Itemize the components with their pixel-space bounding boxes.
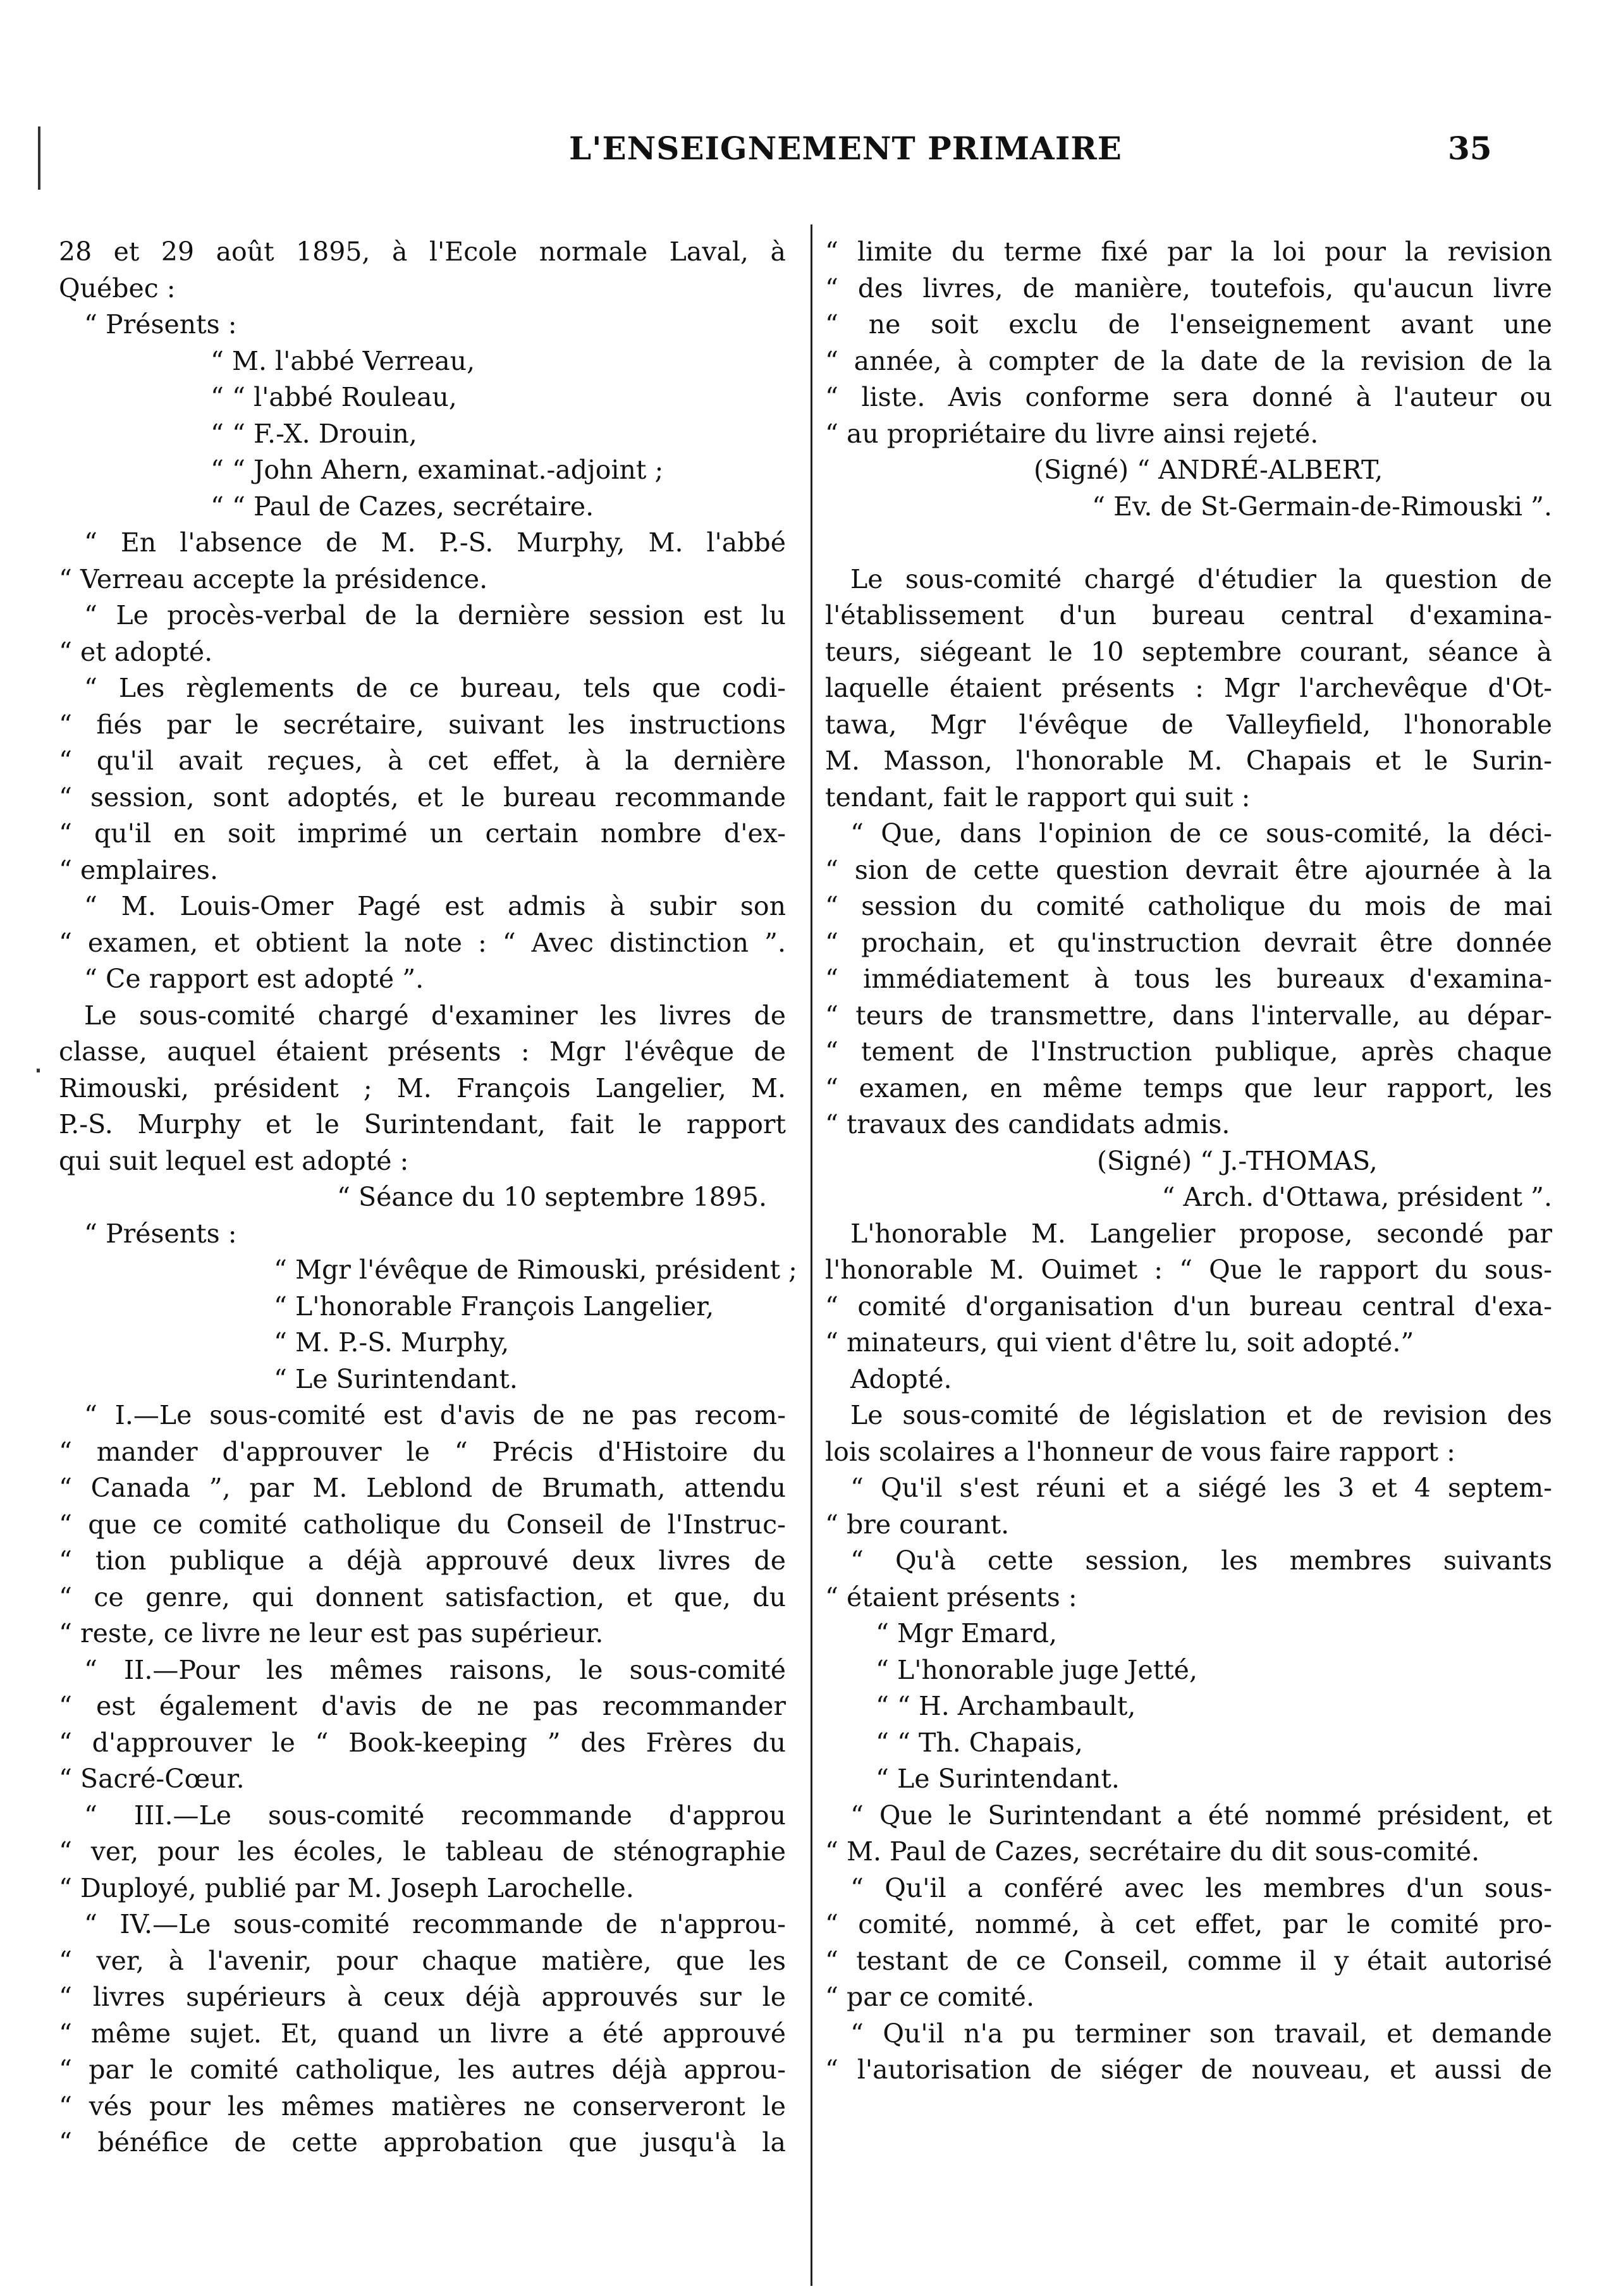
text-line: “ ce genre, qui donnent satisfaction, et que, du xyxy=(59,1581,786,1612)
text-line: “ par ce comité. xyxy=(825,1982,1034,2012)
text-line: “ ne soit exclu de l'enseignement avant une xyxy=(825,309,1552,340)
text-line: P.-S. Murphy et le Surintendant, fait le rapport xyxy=(59,1109,786,1139)
text-line: “ comité, nommé, à cet effet, par le comité pro- xyxy=(825,1909,1552,1939)
text-line: “ Sacré-Cœur. xyxy=(59,1764,245,1794)
text-line: “ livres supérieurs à ceux déjà approuvés sur le xyxy=(59,1982,786,2012)
text-line: Le sous-comité chargé d'examiner les livres de xyxy=(84,1000,786,1031)
text-line: “ emplaires. xyxy=(59,854,218,885)
text-line: “ M. Paul de Cazes, secrétaire du dit sous-comité. xyxy=(825,1836,1480,1867)
text-line: “ même sujet. Et, quand un livre a été approuvé xyxy=(59,2018,786,2049)
text-line: “ bre courant. xyxy=(825,1509,1010,1540)
text-line: “ Qu'à cette session, les membres suivants xyxy=(850,1545,1552,1576)
text-line: “ ver, à l'avenir, pour chaque matière, que les xyxy=(59,1945,786,1976)
text-line: “ bénéfice de cette approbation que jusqu'à la xyxy=(59,2127,786,2158)
text-line: “ session du comité catholique du mois de mai xyxy=(825,891,1552,921)
text-line: “ vés pour les mêmes matières ne conserveront le xyxy=(59,2090,786,2121)
text-line: (Signé) “ ANDRÉ-ALBERT, xyxy=(1034,455,1383,485)
text-line: tendant, fait le rapport qui suit : xyxy=(825,782,1251,813)
text-line: Le sous-comité de législation et de revision des xyxy=(850,1400,1552,1430)
text-line: “ IV.—Le sous-comité recommande de n'approu- xyxy=(84,1909,786,1939)
text-line: “ examen, et obtient la note : “ Avec distinction ”. xyxy=(59,927,786,958)
text-line: “ l'autorisation de siéger de nouveau, et aussi de xyxy=(825,2054,1552,2085)
text-line: “ “ John Ahern, examinat.-adjoint ; xyxy=(211,455,664,485)
text-line: “ L'honorable juge Jetté, xyxy=(876,1654,1197,1685)
text-line: “ par le comité catholique, les autres déjà approu- xyxy=(59,2054,786,2085)
text-line: “ I.—Le sous-comité est d'avis de ne pas recom- xyxy=(84,1400,786,1430)
text-line: tawa, Mgr l'évêque de Valleyfield, l'honorable xyxy=(825,709,1552,740)
text-line: “ sion de cette question devrait être ajournée à la xyxy=(825,854,1552,885)
text-line: “ ver, pour les écoles, le tableau de sténographie xyxy=(59,1836,786,1867)
text-line: “ prochain, et qu'instruction devrait être donnée xyxy=(825,927,1552,958)
text-line: (Signé) “ J.-THOMAS, xyxy=(1097,1145,1378,1176)
text-line: “ année, à compter de la date de la revision de la xyxy=(825,345,1552,376)
text-line: “ immédiatement à tous les bureaux d'examina- xyxy=(825,964,1552,994)
right-column xyxy=(825,234,1552,2089)
text-line: laquelle étaient présents : Mgr l'archevêque d'Ot- xyxy=(825,673,1552,703)
page-header xyxy=(0,130,1616,180)
text-line: “ Le Surintendant. xyxy=(876,1764,1120,1794)
text-line xyxy=(825,525,1552,562)
text-line: “ “ l'abbé Rouleau, xyxy=(211,382,457,412)
text-line: “ mander d'approuver le “ Précis d'Histoire du xyxy=(59,1436,786,1467)
text-line: “ teurs de transmettre, dans l'intervalle, au dépar- xyxy=(825,1000,1552,1031)
text-line: classe, auquel étaient présents : Mgr l'évêque de xyxy=(59,1036,786,1067)
text-line: l'honorable M. Ouimet : “ Que le rapport du sous- xyxy=(825,1255,1552,1285)
text-line: “ Duployé, publié par M. Joseph Larochelle. xyxy=(59,1872,634,1903)
running-title: L'ENSEIGNEMENT PRIMAIRE xyxy=(569,130,1122,167)
text-line: M. Masson, l'honorable M. Chapais et le Surin- xyxy=(825,746,1552,776)
text-line: L'honorable M. Langelier propose, secondé par xyxy=(850,1218,1552,1249)
text-line: “ “ Th. Chapais, xyxy=(876,1727,1083,1758)
left-column xyxy=(59,234,797,2161)
text-line: Adopté. xyxy=(850,1363,952,1394)
text-line: “ et adopté. xyxy=(59,636,213,667)
text-line: “ Ce rapport est adopté ”. xyxy=(84,964,424,994)
text-line: “ des livres, de manière, toutefois, qu'aucun livre xyxy=(825,273,1552,304)
text-line: “ limite du terme fixé par la loi pour la revision xyxy=(825,236,1552,267)
text-line: “ Que, dans l'opinion de ce sous-comité, la déci- xyxy=(850,818,1552,849)
margin-mark-top xyxy=(38,126,40,190)
text-line: “ qu'il en soit imprimé un certain nombre d'ex- xyxy=(59,818,786,849)
text-line: “ qu'il avait reçues, à cet effet, à la dernière xyxy=(59,746,786,776)
text-line: “ M. P.-S. Murphy, xyxy=(274,1327,510,1358)
text-line: “ examen, en même temps que leur rapport, les xyxy=(825,1072,1552,1103)
text-line: “ Verreau accepte la présidence. xyxy=(59,563,488,594)
text-line: “ Le Surintendant. xyxy=(274,1363,518,1394)
text-line: “ tement de l'Instruction publique, après chaque xyxy=(825,1036,1552,1067)
text-line: teurs, siégeant le 10 septembre courant, séance à xyxy=(825,636,1552,667)
text-line: “ fiés par le secrétaire, suivant les instructions xyxy=(59,709,786,740)
text-line: “ testant de ce Conseil, comme il y était autorisé xyxy=(825,1945,1552,1976)
text-line: “ que ce comité catholique du Conseil de l'Instruc- xyxy=(59,1509,786,1540)
text-line: “ Qu'il s'est réuni et a siégé les 3 et 4 septem- xyxy=(850,1473,1552,1503)
text-line: “ Que le Surintendant a été nommé président, et xyxy=(850,1800,1552,1831)
text-line: “ Présents : xyxy=(84,309,237,340)
text-line: “ tion publique a déjà approuvé deux livres de xyxy=(59,1545,786,1576)
text-line: “ Séance du 10 septembre 1895. xyxy=(337,1182,768,1212)
text-line: “ M. l'abbé Verreau, xyxy=(211,345,475,376)
text-line: “ comité d'organisation d'un bureau central d'exa- xyxy=(825,1291,1552,1322)
text-line: “ reste, ce livre ne leur est pas supérieur. xyxy=(59,1618,604,1648)
text-line: “ Mgr Emard, xyxy=(876,1618,1057,1648)
text-line: “ d'approuver le “ Book-keeping ” des Frères du xyxy=(59,1727,786,1758)
text-line: “ L'honorable François Langelier, xyxy=(274,1291,714,1322)
text-line: “ session, sont adoptés, et le bureau recommande xyxy=(59,782,786,813)
text-line: “ est également d'avis de ne pas recommander xyxy=(59,1691,786,1721)
text-line: “ En l'absence de M. P.-S. Murphy, M. l'abbé xyxy=(84,527,786,558)
text-line: “ travaux des candidats admis. xyxy=(825,1109,1230,1139)
text-line: qui suit lequel est adopté : xyxy=(59,1145,409,1176)
text-line: “ Les règlements de ce bureau, tels que codi- xyxy=(84,673,786,703)
page-number: 35 xyxy=(1448,130,1492,167)
text-line: “ Arch. d'Ottawa, président ”. xyxy=(1161,1182,1552,1212)
text-line: “ Le procès-verbal de la dernière session est lu xyxy=(84,600,786,630)
text-line: lois scolaires a l'honneur de vous faire rapport : xyxy=(825,1436,1455,1467)
text-line: “ “ F.-X. Drouin, xyxy=(211,418,417,449)
text-line: “ au propriétaire du livre ainsi rejeté. xyxy=(825,418,1319,449)
text-line: “ Présents : xyxy=(84,1218,237,1249)
text-line: “ Ev. de St-Germain-de-Rimouski ”. xyxy=(1092,491,1552,522)
text-line: Rimouski, président ; M. François Langelier, M. xyxy=(59,1072,786,1103)
text-line: “ Mgr l'évêque de Rimouski, président ; xyxy=(274,1255,797,1285)
text-line: “ “ H. Archambault, xyxy=(876,1691,1136,1721)
text-line: Le sous-comité chargé d'étudier la question de xyxy=(850,563,1552,594)
text-line: “ II.—Pour les mêmes raisons, le sous-comité xyxy=(84,1654,786,1685)
text-line: “ Qu'il a conféré avec les membres d'un sous- xyxy=(850,1872,1552,1903)
text-line: “ liste. Avis conforme sera donné à l'auteur ou xyxy=(825,382,1552,412)
text-line: “ étaient présents : xyxy=(825,1581,1077,1612)
text-line: “ Qu'il n'a pu terminer son travail, et demande xyxy=(850,2018,1552,2049)
text-line: “ Canada ”, par M. Leblond de Brumath, attendu xyxy=(59,1473,786,1503)
text-line: “ III.—Le sous-comité recommande d'approu xyxy=(84,1800,786,1831)
margin-mark-middle xyxy=(37,1069,40,1072)
text-line: Québec : xyxy=(59,273,176,304)
text-line: 28 et 29 août 1895, à l'Ecole normale Laval, à xyxy=(59,236,786,267)
column-divider xyxy=(811,224,812,2286)
text-line: l'établissement d'un bureau central d'examina- xyxy=(825,600,1552,630)
text-line: “ M. Louis-Omer Pagé est admis à subir son xyxy=(84,891,786,921)
text-line: “ “ Paul de Cazes, secrétaire. xyxy=(211,491,594,522)
text-line: “ minateurs, qui vient d'être lu, soit adopté.” xyxy=(825,1327,1414,1358)
